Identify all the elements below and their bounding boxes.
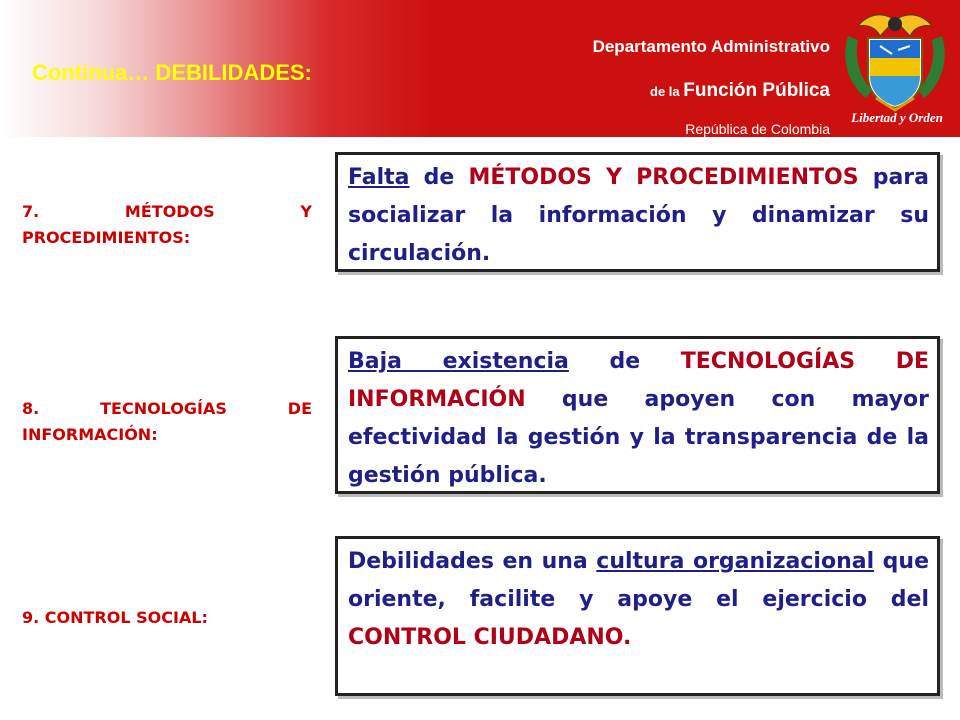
label-control-social: 9. CONTROL SOCIAL: [22, 608, 208, 627]
department-line2-prefix: de la [650, 84, 680, 99]
text-segment: para socializar la información y dinamizar su circulación. [348, 165, 929, 266]
text-segment: TECNOLOGÍAS DE INFORMACIÓN [348, 349, 930, 412]
text-segment: MÉTODOS Y PROCEDIMIENTOS [468, 165, 859, 190]
text-segment: Baja existencia [348, 349, 569, 374]
text-segment: Debilidades en una [348, 549, 597, 574]
label-metodos: 7. MÉTODOS Y PROCEDIMIENTOS: [22, 202, 312, 247]
department-line1: Departamento Administrativo [592, 37, 830, 56]
text-segment: que apoyen con mayor efectividad la gestión y la transparencia de la gestión pública. [348, 387, 929, 488]
text-segment: cultura organizacional [596, 549, 875, 574]
header-banner [0, 0, 960, 137]
text-box-metodos [335, 152, 940, 272]
crest-motto: Libertad y Orden [851, 110, 943, 125]
text-segment: que oriente, facilite y apoye el ejercicio del [348, 549, 929, 612]
text-box-control-social [335, 536, 940, 696]
label-tecnologias: 8. TECNOLOGÍAS DE INFORMACIÓN: [22, 399, 312, 444]
department-line2 [650, 80, 830, 102]
text-segment: de [409, 165, 469, 190]
page-title: Continua… DEBILIDADES: [32, 60, 312, 85]
text-segment: de [568, 349, 681, 374]
department-line3: República de Colombia [685, 121, 830, 137]
department-line2-name: Función Pública [683, 80, 830, 101]
text-box-tecnologias [335, 336, 940, 494]
text-segment: Falta [348, 165, 410, 190]
text-segment: CONTROL CIUDADANO. [348, 625, 632, 650]
